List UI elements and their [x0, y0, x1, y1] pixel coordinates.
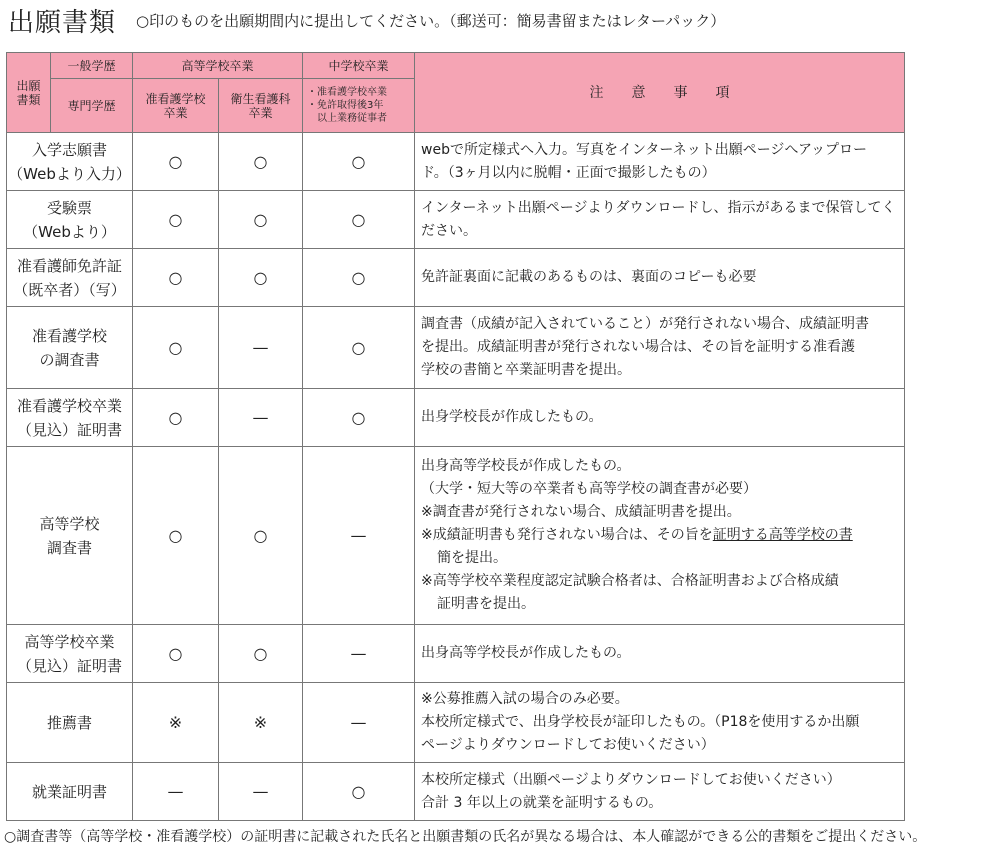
document-note [415, 191, 905, 249]
note-line: ※高等学校卒業程度認定試験合格者は、合格証明書および合格成績 [421, 573, 839, 589]
note-line: webで所定様式へ入力。写真をインターネット出願ページへアップロー [421, 141, 868, 158]
mark-junkango: — [133, 763, 219, 821]
note-line: を提出。成績証明書が発行されない場合は、その旨を証明する准看護 [421, 339, 856, 355]
document-name: 入学志願書 （Webより入力） [7, 133, 133, 191]
documents-table [6, 52, 905, 821]
mark-eisei: ○ [219, 133, 303, 191]
mark-junior-high: ○ [303, 307, 415, 389]
document-name: 就業証明書 [7, 763, 133, 821]
note-line: ※公募推薦入試の場合のみ必要。 [421, 691, 629, 707]
mark-junkango: ○ [133, 249, 219, 307]
note-line: 合計 3 年以上の就業を証明するもの。 [421, 794, 663, 811]
document-name: 准看護学校 の調査書 [7, 307, 133, 389]
table-row [7, 249, 905, 307]
table-row [7, 133, 905, 191]
header-general: 一般学歴 [51, 53, 133, 79]
document-note [415, 389, 905, 447]
document-note [415, 625, 905, 683]
mark-junkango: ○ [133, 389, 219, 447]
mark-junkango: ○ [133, 307, 219, 389]
mark-junkango: ※ [133, 683, 219, 763]
table-row [7, 447, 905, 625]
table-row [7, 307, 905, 389]
footer-note: ○調査書等（高等学校・准看護学校）の証明書に記載された氏名と出願書類の氏名が異なる場合は、本人確認ができる公的書類をご提出ください。 [4, 829, 927, 845]
mark-junior-high: ○ [303, 763, 415, 821]
mark-eisei: — [219, 763, 303, 821]
table-row [7, 763, 905, 821]
header-category: 出願 書類 [7, 53, 51, 133]
document-name: 受験票 （Webより） [7, 191, 133, 249]
note-line: 本校所定様式（出願ページよりダウンロードしてお使いください） [421, 771, 841, 788]
note-line: 学校の書簡と卒業証明書を提出。 [421, 362, 632, 378]
document-name: 准看護学校卒業 （見込）証明書 [7, 389, 133, 447]
document-name: 高等学校 調査書 [7, 447, 133, 625]
table-row [7, 683, 905, 763]
header-notes: 注 意 事 項 [415, 53, 905, 133]
mark-eisei: ○ [219, 191, 303, 249]
mark-junkango: ○ [133, 625, 219, 683]
document-note [415, 249, 905, 307]
note-line: 簡を提出。 [437, 550, 508, 566]
mark-junior-high: ○ [303, 191, 415, 249]
note-line: 出身学校長が作成したもの。 [421, 409, 603, 425]
document-note [415, 133, 905, 191]
note-line: 本校所定様式で、出身学校長が証印したもの。（P18を使用するか出願 [421, 714, 860, 730]
note-line: 出身高等学校長が作成したもの。 [421, 458, 631, 474]
table-row [7, 625, 905, 683]
header-high-school: 高等学校卒業 [133, 53, 303, 79]
mark-junior-high: — [303, 625, 415, 683]
note-line: 証明書を提出。 [437, 596, 536, 612]
table-row [7, 389, 905, 447]
mark-eisei: ○ [219, 249, 303, 307]
document-note [415, 307, 905, 389]
note-line: 出身高等学校長が作成したもの。 [421, 645, 631, 661]
mark-junior-high: ○ [303, 389, 415, 447]
mark-junkango: ○ [133, 447, 219, 625]
header-junior-high-note: ・准看護学校卒業 ・免許取得後3年 以上業務従事者 [303, 79, 415, 133]
header-eisei: 衛生看護科 卒業 [219, 79, 303, 133]
document-note [415, 683, 905, 763]
note-line: ※調査書が発行されない場合、成績証明書を提出。 [421, 504, 741, 520]
page-subtitle: ○印のものを出願期間内に提出してください。（郵送可：簡易書留またはレターパック） [136, 12, 726, 30]
note-line: インターネット出願ページよりダウンロードし、指示があるまで保管してく [421, 199, 896, 216]
page-title: 出願書類 [8, 8, 117, 38]
header-senmon: 専門学歴 [51, 79, 133, 133]
document-note [415, 447, 905, 625]
header-junkango: 准看護学校 卒業 [133, 79, 219, 133]
document-note [415, 763, 905, 821]
mark-eisei: — [219, 389, 303, 447]
mark-junior-high: ○ [303, 133, 415, 191]
mark-junior-high: — [303, 447, 415, 625]
note-line: ※成績証明書も発行されない場合は、その旨を証明する高等学校の書 [421, 527, 853, 543]
note-line: ページよりダウンロードしてお使いください） [421, 737, 715, 753]
note-line: 免許証裏面に記載のあるものは、裏面のコピーも必要 [421, 269, 757, 285]
document-name: 高等学校卒業 （見込）証明書 [7, 625, 133, 683]
header-junior-high: 中学校卒業 [303, 53, 415, 79]
mark-eisei: ○ [219, 625, 303, 683]
mark-junior-high: ○ [303, 249, 415, 307]
note-line: 調査書（成績が記入されていること）が発行されない場合、成績証明書 [421, 316, 870, 332]
mark-eisei: ※ [219, 683, 303, 763]
document-name: 准看護師免許証 （既卒者）（写） [7, 249, 133, 307]
mark-junkango: ○ [133, 191, 219, 249]
mark-eisei: — [219, 307, 303, 389]
document-name: 推薦書 [7, 683, 133, 763]
mark-junkango: ○ [133, 133, 219, 191]
mark-eisei: ○ [219, 447, 303, 625]
note-line: ださい。 [421, 222, 478, 239]
table-row [7, 191, 905, 249]
mark-junior-high: — [303, 683, 415, 763]
note-line: ド。（3ヶ月以内に脱帽・正面で撮影したもの） [421, 164, 716, 181]
note-line: （大学・短大等の卒業者も高等学校の調査書が必要） [421, 481, 758, 497]
